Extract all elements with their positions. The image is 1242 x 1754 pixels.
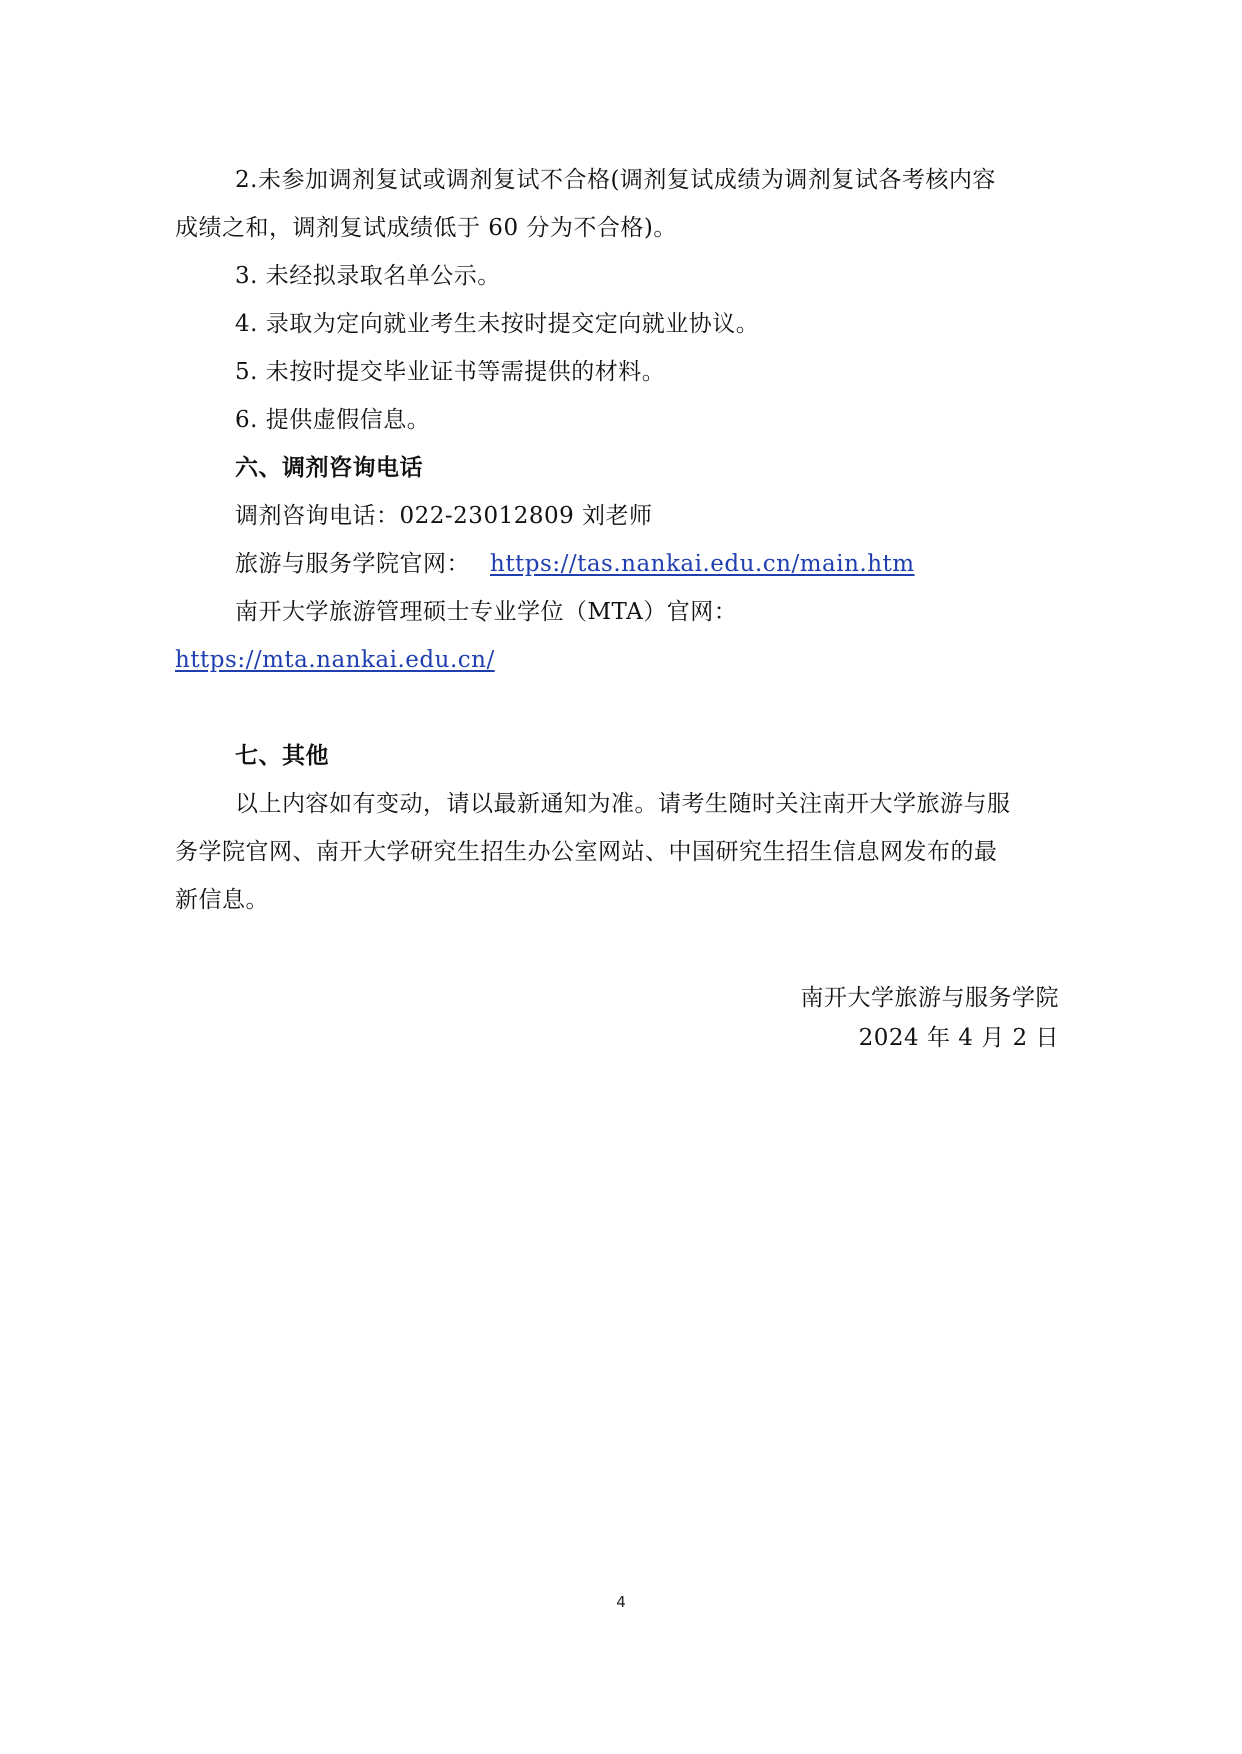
item-2-line-2: 成绩之和，调剂复试成绩低于 60 分为不合格)。 — [175, 215, 677, 241]
mta-website-label: 南开大学旅游管理硕士专业学位（MTA）官网： — [235, 599, 738, 625]
section-7-line-1: 以上内容如有变动，请以最新通知为准。请考生随时关注南开大学旅游与服 — [235, 791, 1011, 817]
item-3: 3. 未经拟录取名单公示。 — [235, 263, 501, 289]
college-website-link[interactable]: https://tas.nankai.edu.cn/main.htm — [490, 551, 915, 577]
mta-website-link[interactable]: https://mta.nankai.edu.cn/ — [175, 647, 495, 673]
consultation-phone: 调剂咨询电话：022-23012809 刘老师 — [235, 503, 653, 529]
page-number: 4 — [616, 1593, 626, 1611]
signature-organization: 南开大学旅游与服务学院 — [800, 985, 1059, 1011]
item-6: 6. 提供虚假信息。 — [235, 407, 431, 433]
signature-date: 2024 年 4 月 2 日 — [858, 1025, 1059, 1051]
college-website-line — [235, 549, 915, 579]
section-7-heading: 七、其他 — [235, 743, 329, 769]
item-2-line-1: 2.未参加调剂复试或调剂复试不合格(调剂复试成绩为调剂复试各考核内容 — [235, 167, 996, 193]
item-5: 5. 未按时提交毕业证书等需提供的材料。 — [235, 359, 666, 385]
section-6-heading: 六、调剂咨询电话 — [235, 455, 423, 481]
mta-website-line — [175, 645, 495, 675]
college-website-label: 旅游与服务学院官网： — [235, 551, 470, 577]
item-4: 4. 录取为定向就业考生未按时提交定向就业协议。 — [235, 311, 760, 337]
section-7-line-2: 务学院官网、南开大学研究生招生办公室网站、中国研究生招生信息网发布的最 — [175, 839, 998, 865]
section-7-line-3: 新信息。 — [175, 887, 269, 913]
